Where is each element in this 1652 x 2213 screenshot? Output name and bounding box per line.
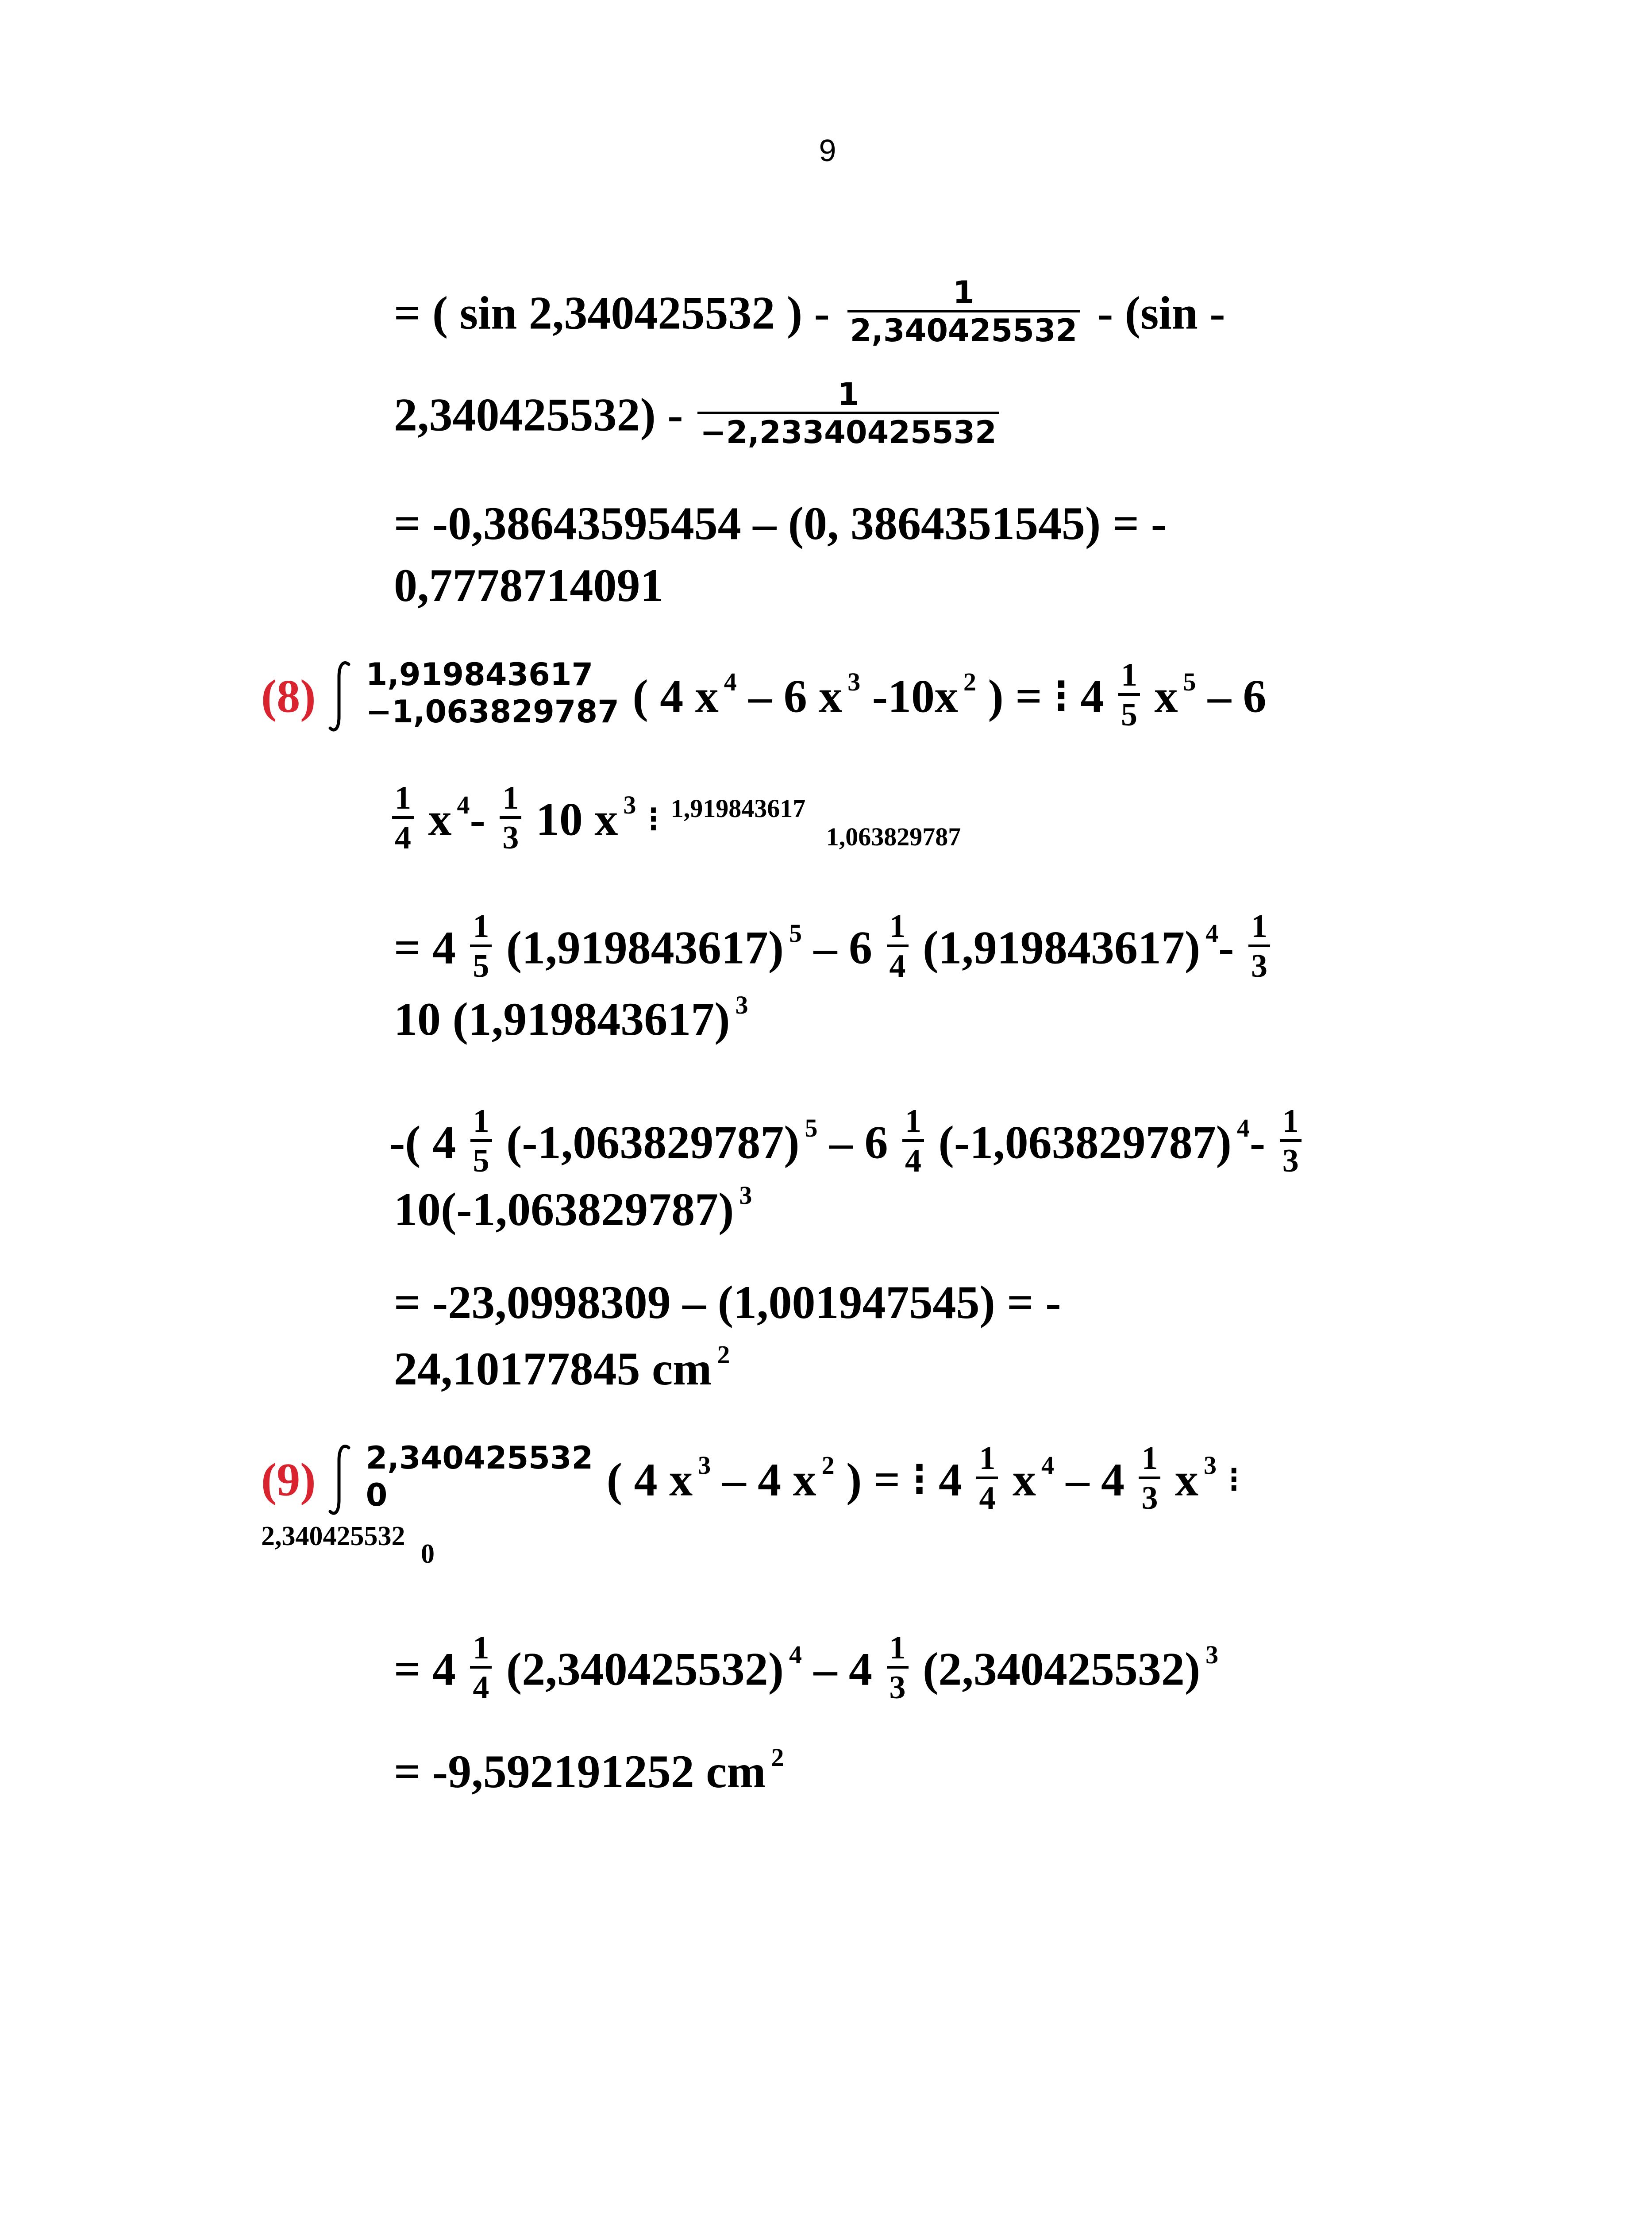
line-1-text-b: - (sin - <box>1097 287 1225 339</box>
line-16: = -9,592191252 cm $^2$ <box>394 1743 784 1797</box>
fraction-one-over-neg-x: $\frac{1}{-2,23340425532}$ <box>697 379 999 448</box>
fraction-1-3: $\frac{1}{3}$ <box>1248 910 1270 983</box>
line-14: 2,340425532 0 <box>261 1521 435 1569</box>
fraction-1-4: $\frac{1}{4}$ <box>902 1105 924 1177</box>
integral-limits <box>366 656 619 730</box>
line-1 <box>394 274 1225 352</box>
fraction-1-5: $\frac{1}{5}$ <box>470 1105 492 1177</box>
eval-lower-limit: 1,063829787 <box>826 822 961 852</box>
line-11: = -23,0998309 – (1,001947545) = - <box>394 1276 1061 1328</box>
integral-sign-icon <box>327 672 354 721</box>
line-3: = -0,38643595454 – (0, 3864351545) = - <box>394 497 1167 549</box>
problem-9-line: (9) 2,340425532 0 ( 4 x $^3$ – 4 x $^2$ ) = ⁝ 4 $\frac{1}{4}$ x $^4$ – 4 $\frac{1}{3}$ x $^3$ ⁝ <box>261 1440 1240 1516</box>
problem-8-line: (8) 1,919843617 −1,063829787 ( 4 x $^4$ – 6 x $^3$ -10x $^2$ ) = ⁝ 4 $\frac{1}{5}$ x $^5$ – 6 <box>261 656 1267 733</box>
integral-lower-limit: 0 <box>366 1477 388 1513</box>
fraction-1-5: $\frac{1}{5}$ <box>470 910 492 983</box>
integral-sign-icon <box>327 1456 354 1504</box>
integral-upper-limit: 2,340425532 <box>366 1440 593 1476</box>
line-7: = 4 $\frac{1}{5}$ (1,919843617) $^5$ – 6 $\frac{1}{4}$ (1,919843617) $^4$- $\frac{1}{3}$ <box>394 916 1273 989</box>
line-12: 24,10177845 cm $^2$ <box>394 1340 730 1395</box>
fraction-1-4: $\frac{1}{4}$ <box>976 1442 998 1515</box>
fraction-1-4: $\frac{1}{4}$ <box>392 782 414 854</box>
fraction-1-4: $\frac{1}{4}$ <box>887 910 909 983</box>
eval-upper-limit: 1,919843617 <box>670 794 806 823</box>
fraction-1-3: $\frac{1}{3}$ <box>1139 1442 1160 1515</box>
line-15: = 4 $\frac{1}{4}$ (2,340425532) $^4$ – 4 $\frac{1}{3}$ (2,340425532) $^3$ <box>394 1630 1219 1706</box>
fraction-1-3: $\frac{1}{3}$ <box>1280 1105 1302 1177</box>
line-6: $\frac{1}{4}$ x $^4$- $\frac{1}{3}$ 10 x $^3$ ⁝ $^{1,919843617}$ $_{1,063829787}$ <box>389 788 961 860</box>
problem-8-label: (8) <box>261 670 316 722</box>
fraction-1-3: $\frac{1}{3}$ <box>887 1631 909 1704</box>
line-2 <box>394 376 1002 454</box>
integral-upper-limit: 1,919843617 <box>366 656 593 693</box>
page-number: 9 <box>819 133 836 168</box>
line-2-text-a: 2,340425532) - <box>394 389 683 441</box>
line-1-text-a: = ( sin 2,340425532 ) - <box>394 287 830 339</box>
fraction-one-over-x: $\frac{1}{2,340425532}$ <box>844 277 1083 346</box>
integral-lower-limit: −1,063829787 <box>366 694 619 730</box>
line-4: 0,7778714091 <box>394 559 664 611</box>
fraction-1-5: $\frac{1}{5}$ <box>1118 659 1140 731</box>
fraction-1-3: $\frac{1}{3}$ <box>500 782 521 854</box>
line-9: -( 4 $\frac{1}{5}$ (-1,063829787) $^5$ – 6 $\frac{1}{4}$ (-1,063829787) $^4$- $\frac{1}{3}$ <box>389 1111 1304 1184</box>
problem-9-label: (9) <box>261 1453 316 1506</box>
fraction-1-4: $\frac{1}{4}$ <box>470 1631 492 1704</box>
line-8: 10 (1,919843617) $^3$ <box>394 991 748 1045</box>
integral-limits <box>366 1439 593 1514</box>
line-10: 10(-1,063829787) $^3$ <box>394 1181 752 1235</box>
